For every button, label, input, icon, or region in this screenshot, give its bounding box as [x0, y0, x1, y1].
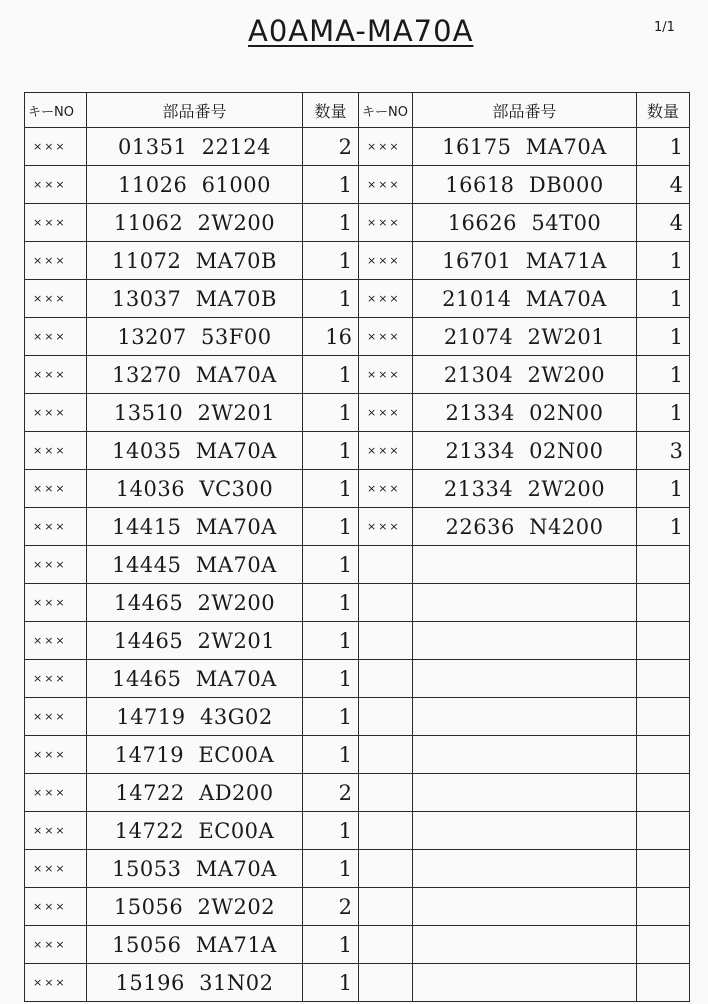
table-row: [25, 318, 690, 356]
key-no-cell: [359, 812, 413, 850]
key-no-cell: [359, 546, 413, 584]
quantity-cell: 4: [637, 166, 690, 204]
key-no-cell: ×××: [25, 242, 87, 280]
table-row: [25, 736, 690, 774]
quantity-cell: 4: [637, 204, 690, 242]
quantity-cell: [637, 964, 690, 1002]
part-number-cell: 14445 MA70A: [87, 546, 303, 584]
key-no-cell: ×××: [359, 242, 413, 280]
key-no-cell: ×××: [359, 166, 413, 204]
key-no-cell: ×××: [25, 394, 87, 432]
key-no-cell: ×××: [25, 280, 87, 318]
part-number-cell: [413, 584, 637, 622]
part-number-cell: 21304 2W200: [413, 356, 637, 394]
part-number-cell: 21334 02N00: [413, 432, 637, 470]
key-no-cell: ×××: [25, 698, 87, 736]
quantity-cell: 1: [303, 546, 359, 584]
part-number-cell: 15196 31N02: [87, 964, 303, 1002]
key-no-cell: ×××: [359, 470, 413, 508]
key-no-cell: [359, 584, 413, 622]
table-header-row: [25, 93, 690, 128]
key-no-cell: ×××: [359, 204, 413, 242]
quantity-cell: 1: [303, 584, 359, 622]
table-row: [25, 622, 690, 660]
key-no-cell: ×××: [359, 394, 413, 432]
part-number-cell: 21334 02N00: [413, 394, 637, 432]
part-number-cell: 13270 MA70A: [87, 356, 303, 394]
quantity-cell: [637, 850, 690, 888]
quantity-cell: 2: [303, 774, 359, 812]
page-number: 1/1: [654, 20, 675, 35]
table-row: [25, 394, 690, 432]
quantity-cell: 16: [303, 318, 359, 356]
header-key-no-left: キーNO: [25, 93, 87, 128]
table-row: [25, 774, 690, 812]
part-number-cell: [413, 736, 637, 774]
key-no-cell: [359, 698, 413, 736]
key-no-cell: ×××: [359, 280, 413, 318]
key-no-cell: ×××: [25, 926, 87, 964]
quantity-cell: 1: [303, 508, 359, 546]
key-no-cell: ×××: [25, 470, 87, 508]
quantity-cell: [637, 812, 690, 850]
header-quantity-right: 数量: [637, 93, 690, 128]
table-row: [25, 204, 690, 242]
quantity-cell: 1: [303, 470, 359, 508]
key-no-cell: ×××: [25, 204, 87, 242]
quantity-cell: [637, 584, 690, 622]
quantity-cell: 1: [303, 622, 359, 660]
part-number-cell: 16701 MA71A: [413, 242, 637, 280]
quantity-cell: [637, 698, 690, 736]
quantity-cell: [637, 736, 690, 774]
key-no-cell: ×××: [25, 622, 87, 660]
key-no-cell: ×××: [25, 166, 87, 204]
header-part-number-left: 部品番号: [87, 93, 303, 128]
part-number-cell: 11026 61000: [87, 166, 303, 204]
key-no-cell: ×××: [25, 774, 87, 812]
key-no-cell: ×××: [25, 546, 87, 584]
part-number-cell: [413, 546, 637, 584]
document-title: A0AMA-MA70A: [248, 14, 474, 48]
part-number-cell: 14719 43G02: [87, 698, 303, 736]
part-number-cell: [413, 660, 637, 698]
part-number-cell: [413, 888, 637, 926]
quantity-cell: 1: [303, 660, 359, 698]
key-no-cell: ×××: [359, 318, 413, 356]
part-number-cell: 21074 2W201: [413, 318, 637, 356]
quantity-cell: 1: [637, 394, 690, 432]
table-row: [25, 242, 690, 280]
part-number-cell: 21014 MA70A: [413, 280, 637, 318]
part-number-cell: 22636 N4200: [413, 508, 637, 546]
table-row: [25, 432, 690, 470]
part-number-cell: [413, 622, 637, 660]
part-number-cell: 16175 MA70A: [413, 128, 637, 166]
part-number-cell: 14722 AD200: [87, 774, 303, 812]
table-row: [25, 470, 690, 508]
quantity-cell: 1: [303, 964, 359, 1002]
part-number-cell: 15053 MA70A: [87, 850, 303, 888]
part-number-cell: 14465 MA70A: [87, 660, 303, 698]
quantity-cell: 1: [637, 242, 690, 280]
table-row: [25, 660, 690, 698]
header-key-no-right: キーNO: [359, 93, 413, 128]
quantity-cell: 2: [303, 888, 359, 926]
key-no-cell: ×××: [25, 584, 87, 622]
parts-table: [24, 92, 690, 1002]
key-no-cell: [359, 660, 413, 698]
part-number-cell: [413, 926, 637, 964]
key-no-cell: [359, 774, 413, 812]
key-no-cell: ×××: [25, 318, 87, 356]
part-number-cell: 11062 2W200: [87, 204, 303, 242]
key-no-cell: [359, 622, 413, 660]
quantity-cell: 1: [637, 280, 690, 318]
quantity-cell: 1: [303, 242, 359, 280]
table-row: [25, 812, 690, 850]
part-number-cell: 13510 2W201: [87, 394, 303, 432]
header-part-number-right: 部品番号: [413, 93, 637, 128]
key-no-cell: [359, 926, 413, 964]
part-number-cell: 14722 EC00A: [87, 812, 303, 850]
key-no-cell: ×××: [25, 964, 87, 1002]
part-number-cell: 11072 MA70B: [87, 242, 303, 280]
part-number-cell: 15056 MA71A: [87, 926, 303, 964]
quantity-cell: [637, 774, 690, 812]
table-row: [25, 926, 690, 964]
table-row: [25, 280, 690, 318]
quantity-cell: 1: [303, 698, 359, 736]
part-number-cell: 14465 2W201: [87, 622, 303, 660]
quantity-cell: 1: [637, 128, 690, 166]
key-no-cell: ×××: [25, 356, 87, 394]
key-no-cell: ×××: [25, 660, 87, 698]
part-number-cell: 14035 MA70A: [87, 432, 303, 470]
quantity-cell: [637, 660, 690, 698]
key-no-cell: ×××: [25, 888, 87, 926]
key-no-cell: [359, 736, 413, 774]
key-no-cell: ×××: [25, 850, 87, 888]
part-number-cell: [413, 850, 637, 888]
part-number-cell: 14465 2W200: [87, 584, 303, 622]
quantity-cell: 2: [303, 128, 359, 166]
quantity-cell: 1: [637, 356, 690, 394]
table-row: [25, 166, 690, 204]
header-quantity-left: 数量: [303, 93, 359, 128]
quantity-cell: 1: [303, 926, 359, 964]
quantity-cell: [637, 622, 690, 660]
key-no-cell: ×××: [25, 736, 87, 774]
quantity-cell: 1: [303, 204, 359, 242]
quantity-cell: 1: [303, 356, 359, 394]
quantity-cell: [637, 926, 690, 964]
key-no-cell: ×××: [25, 508, 87, 546]
part-number-cell: 16618 DB000: [413, 166, 637, 204]
key-no-cell: [359, 850, 413, 888]
key-no-cell: ×××: [359, 508, 413, 546]
quantity-cell: 1: [637, 470, 690, 508]
quantity-cell: 1: [303, 812, 359, 850]
part-number-cell: [413, 964, 637, 1002]
table-row: [25, 356, 690, 394]
table-row: [25, 698, 690, 736]
table-row: [25, 964, 690, 1002]
part-number-cell: 14036 VC300: [87, 470, 303, 508]
part-number-cell: 13037 MA70B: [87, 280, 303, 318]
quantity-cell: 1: [303, 850, 359, 888]
part-number-cell: [413, 812, 637, 850]
quantity-cell: 1: [303, 736, 359, 774]
table-row: [25, 850, 690, 888]
quantity-cell: 1: [637, 508, 690, 546]
part-number-cell: [413, 774, 637, 812]
key-no-cell: [359, 964, 413, 1002]
table-body: [25, 128, 690, 1002]
part-number-cell: 15056 2W202: [87, 888, 303, 926]
part-number-cell: 16626 54T00: [413, 204, 637, 242]
table-row: [25, 128, 690, 166]
key-no-cell: ×××: [359, 432, 413, 470]
table-row: [25, 888, 690, 926]
part-number-cell: 14415 MA70A: [87, 508, 303, 546]
quantity-cell: 1: [303, 166, 359, 204]
quantity-cell: 3: [637, 432, 690, 470]
key-no-cell: ×××: [25, 812, 87, 850]
part-number-cell: 14719 EC00A: [87, 736, 303, 774]
key-no-cell: ×××: [25, 432, 87, 470]
key-no-cell: ×××: [359, 356, 413, 394]
part-number-cell: 13207 53F00: [87, 318, 303, 356]
quantity-cell: 1: [303, 394, 359, 432]
table-row: [25, 546, 690, 584]
key-no-cell: ×××: [359, 128, 413, 166]
part-number-cell: 01351 22124: [87, 128, 303, 166]
quantity-cell: 1: [303, 432, 359, 470]
part-number-cell: 21334 2W200: [413, 470, 637, 508]
key-no-cell: ×××: [25, 128, 87, 166]
quantity-cell: 1: [303, 280, 359, 318]
quantity-cell: [637, 888, 690, 926]
table-row: [25, 584, 690, 622]
part-number-cell: [413, 698, 637, 736]
key-no-cell: [359, 888, 413, 926]
quantity-cell: [637, 546, 690, 584]
table-row: [25, 508, 690, 546]
quantity-cell: 1: [637, 318, 690, 356]
